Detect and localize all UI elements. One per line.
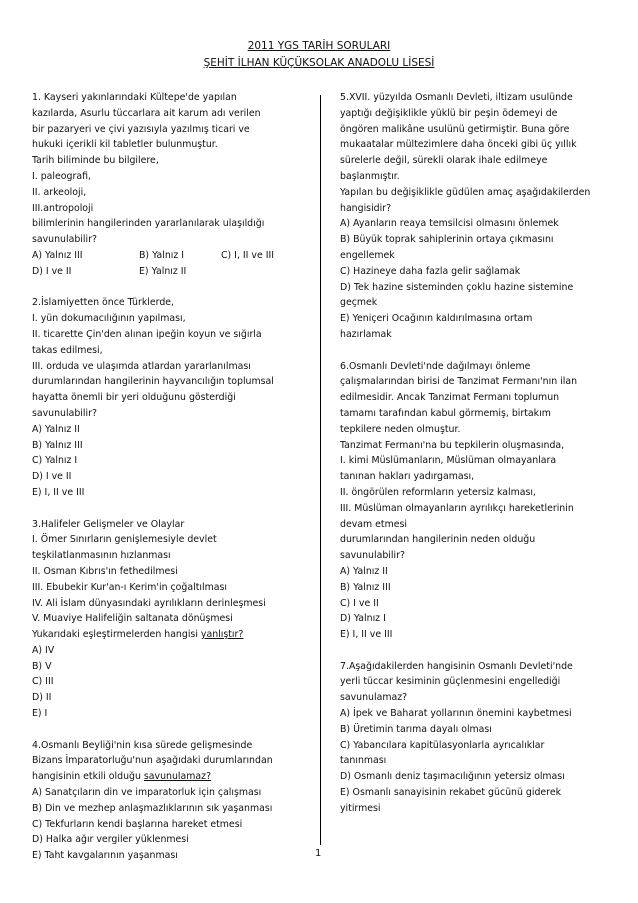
- text-line: 3.Halifeler Gelişmeler ve Olaylar: [32, 518, 185, 530]
- answer-option[interactable]: C) Tekfurların kendi başlarına hareket etmesi: [32, 818, 243, 830]
- text-line: sürelerle değil, sürekli olarak ihale edilmeye: [340, 155, 548, 167]
- q3-question-stem: Yukarıdaki eşleştirmelerden hangisi yanlıştır?: [32, 629, 244, 641]
- text-line: A) Ayanların reaya temsilcisi olmasını önlemek: [340, 218, 559, 230]
- column-divider: [320, 95, 321, 845]
- answer-option[interactable]: E) I: [32, 708, 48, 720]
- text-line: durumlarından hangilerinin neden olduğu: [340, 534, 536, 546]
- text-line: D) Osmanlı deniz taşımacılığının yetersiz olması: [340, 771, 565, 783]
- text-line: hazırlamak: [340, 328, 392, 340]
- question-5: [340, 90, 630, 343]
- text-line: V. Muaviye Halifeliğin saltanata dönüşmesi: [32, 613, 233, 625]
- page-number: 1: [315, 848, 322, 859]
- text-line: 2.İslamiyetten önce Türklerde,: [32, 297, 175, 309]
- answer-option[interactable]: B) V: [32, 660, 52, 672]
- text-line: III. Müslüman olmayanların ayrılıkçı hareketlerinin: [340, 502, 574, 514]
- text-line: III. Ebubekir Kur'an-ı Kerim'in çoğaltılması: [32, 581, 227, 593]
- q1-option-c[interactable]: C) I, II ve III: [221, 249, 275, 261]
- q1-options-row1: [32, 248, 307, 264]
- question-1: [32, 90, 307, 280]
- q1-option-d[interactable]: D) I ve II: [32, 265, 72, 277]
- text-line: savunulabilir?: [340, 550, 405, 562]
- question-6: [340, 359, 630, 643]
- q1-option-b[interactable]: B) Yalnız I: [139, 249, 185, 261]
- school-name: ŞEHİT İLHAN KÜÇÜKSOLAK ANADOLU LİSESİ: [203, 57, 435, 69]
- text-line: I. Ömer Sınırların genişlemesiyle devlet: [32, 534, 217, 546]
- text-line: E) Osmanlı sanayisinin rekabet gücünü giderek: [340, 787, 562, 799]
- text-line: teşkilatlanmasının hızlanması: [32, 550, 171, 562]
- text-line: tepkilere neden olmuştur.: [340, 423, 461, 435]
- q4-question-stem: hangisinin etkili olduğu savunulamaz?: [32, 771, 212, 783]
- text-line: 7.Aşağıdakilerden hangisinin Osmanlı Devleti'nde: [340, 660, 573, 672]
- text-line: takas edilmesi,: [32, 344, 103, 356]
- text-line: savunulabilir?: [32, 234, 97, 246]
- text-line: bilimlerinin hangilerinden yararlanılarak ulaşıldığı: [32, 218, 265, 230]
- text-line: II. arkeoloji,: [32, 186, 87, 198]
- question-4: [32, 738, 307, 864]
- page-header: [0, 38, 638, 72]
- text-line: bir pazaryeri ve çivi yazısıyla yazılmış ticari ve: [32, 123, 250, 135]
- text-line: E) I, II ve III: [340, 629, 393, 641]
- q1-options-row2: [32, 264, 307, 280]
- text-line: C) Yabancılara kapitülasyonlarla ayrıcalıklar: [340, 739, 545, 751]
- text-line: tamamı tarafından kabul görmemiş, birtakım: [340, 407, 551, 419]
- text-line: II. ticarette Çin'den alınan ipeğin koyun ve sığırla: [32, 328, 262, 340]
- text-line: I. paleografi,: [32, 170, 91, 182]
- text-line: hangisidir?: [340, 202, 392, 214]
- answer-option[interactable]: A) IV: [32, 644, 55, 656]
- text-line: engellemek: [340, 249, 395, 261]
- answer-option[interactable]: D) Halka ağır vergiler yüklenmesi: [32, 834, 189, 846]
- text-line: hayatta önemli bir yeri olduğunu gösterdiği: [32, 392, 236, 404]
- answer-option[interactable]: A) Sanatçıların din ve imparatorluk için çalışması: [32, 787, 262, 799]
- text-line: başlanmıştır.: [340, 170, 400, 182]
- text-line: yaptığı değişiklikle yüklü bir peşin ödemeyi de: [340, 107, 558, 119]
- text-line: durumlarından hangilerinin hayvancılığın toplumsal: [32, 376, 274, 388]
- text-line: C) Yalnız I: [32, 455, 78, 467]
- text-line: tanınan hakları yadırgaması,: [340, 471, 475, 483]
- left-column: [32, 90, 307, 880]
- text-line: Bizans İmparatorluğu'nun aşağıdaki durumlarından: [32, 755, 273, 767]
- text-line: Yapılan bu değişiklikle güdülen amaç aşağıdakilerden: [340, 186, 591, 198]
- text-line: III.antropoloji: [32, 202, 94, 214]
- text-line: D) Yalnız I: [340, 613, 386, 625]
- text-line: tanınması: [340, 755, 387, 767]
- text-line: hukuki içerikli kil tabletler bulunmuştur.: [32, 139, 218, 151]
- text-line: savunulabilir?: [32, 407, 97, 419]
- text-line: devam etmesi: [340, 518, 407, 530]
- text-line: II. öngörülen reformların yetersiz kalması,: [340, 486, 536, 498]
- text-line: kazılarda, Asurlu tüccarlara ait karum adı verilen: [32, 107, 261, 119]
- text-line: 4.Osmanlı Beyliği'nin kısa sürede gelişmesinde: [32, 739, 253, 751]
- q1-option-a[interactable]: A) Yalnız III: [32, 249, 83, 261]
- exam-title: 2011 YGS TARİH SORULARI: [247, 40, 391, 52]
- text-line: II. Osman Kıbrıs'ın fethedilmesi: [32, 565, 178, 577]
- text-line: öngören malikâne usulünü getirmiştir. Buna göre: [340, 123, 570, 135]
- text-line: B) Yalnız III: [32, 439, 83, 451]
- answer-option[interactable]: C) III: [32, 676, 54, 688]
- text-line: E) Yeniçeri Ocağının kaldırılmasına ortam: [340, 313, 533, 325]
- text-line: B) Üretimin tarıma dayalı olması: [340, 723, 492, 735]
- text-line: yerli tüccar kesiminin güçlenmesini engellediği: [340, 676, 561, 688]
- text-line: III. orduda ve ulaşımda atlardan yararlanılması: [32, 360, 251, 372]
- text-line: I. yün dokumacılığının yapılması,: [32, 313, 186, 325]
- text-line: geçmek: [340, 297, 378, 309]
- text-line: E) I, II ve III: [32, 486, 85, 498]
- text-line: çalışmalarından birisi de Tanzimat Fermanı'nın ilan: [340, 376, 578, 388]
- question-3: [32, 517, 307, 722]
- text-line: 6.Osmanlı Devleti'nde dağılmayı önleme: [340, 360, 531, 372]
- text-line: A) İpek ve Baharat yollarının önemini kaybetmesi: [340, 708, 572, 720]
- text-line: D) I ve II: [32, 471, 72, 483]
- answer-option[interactable]: D) II: [32, 692, 52, 704]
- text-line: B) Büyük toprak sahiplerinin ortaya çıkmasını: [340, 234, 554, 246]
- text-line: I. kimi Müslümanların, Müslüman olmayanlara: [340, 455, 557, 467]
- text-line: D) Tek hazine sisteminden çoklu hazine sistemine: [340, 281, 574, 293]
- question-7: [340, 659, 630, 817]
- text-line: yitirmesi: [340, 802, 381, 814]
- text-line: mukaatalar mültezimlere daha önceki gibi üç yıllık: [340, 139, 577, 151]
- text-line: savunulamaz?: [340, 692, 408, 704]
- text-line: B) Yalnız III: [340, 581, 391, 593]
- text-line: Tarih biliminde bu bilgilere,: [32, 155, 159, 167]
- text-line: 1. Kayseri yakınlarındaki Kültepe'de yapılan: [32, 92, 237, 103]
- text-line: C) I ve II: [340, 597, 379, 609]
- q1-option-e[interactable]: E) Yalnız II: [139, 265, 187, 277]
- text-line: edilmesidir. Ancak Tanzimat Fermanı toplumun: [340, 392, 560, 404]
- question-2: [32, 295, 307, 500]
- right-column: [340, 90, 630, 832]
- answer-option[interactable]: B) Din ve mezhep anlaşmazlıklarının sık yaşanması: [32, 802, 273, 814]
- text-line: Tanzimat Fermanı'na bu tepkilerin oluşmasında,: [340, 439, 565, 451]
- text-line: 5.XVII. yüzyılda Osmanlı Devleti, iltizam usulünde: [340, 92, 573, 103]
- text-line: C) Hazineye daha fazla gelir sağlamak: [340, 265, 521, 277]
- text-line: A) Yalnız II: [32, 423, 80, 435]
- text-line: A) Yalnız II: [340, 565, 388, 577]
- answer-option[interactable]: E) Taht kavgalarının yaşanması: [32, 850, 178, 862]
- text-line: IV. Ali İslam dünyasındaki ayrılıkların derinleşmesi: [32, 597, 266, 609]
